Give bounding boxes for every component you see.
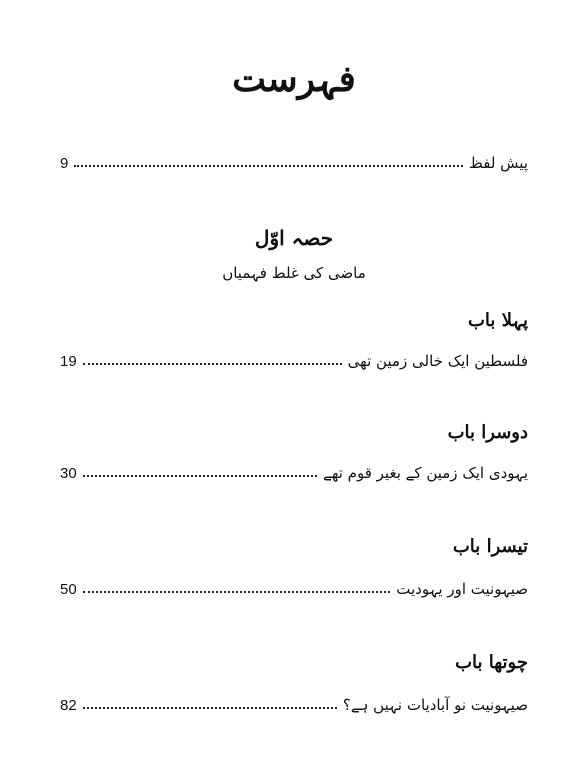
chapter-heading-1: پہلا باب — [467, 310, 528, 331]
part-heading: حصہ اوّل — [254, 226, 334, 250]
toc-entry-chapter-3[interactable] — [60, 572, 528, 598]
toc-page-number: 30 — [60, 465, 77, 482]
toc-page-number: 50 — [60, 581, 77, 598]
toc-entry-label: صیہونیت نو آبادیات نہیں ہے؟ — [342, 696, 528, 714]
toc-entry-chapter-1[interactable] — [60, 344, 528, 370]
toc-page-number: 82 — [60, 697, 77, 714]
toc-entry-preface[interactable] — [60, 146, 528, 172]
chapter-heading-2: دوسرا باب — [447, 422, 528, 443]
toc-page-number: 19 — [60, 353, 77, 370]
part-subtitle: ماضی کی غلط فہمیاں — [222, 264, 366, 282]
toc-entry-chapter-2[interactable] — [60, 456, 528, 482]
toc-entry-label: پیش لفظ — [469, 154, 528, 172]
toc-page-number: 9 — [60, 155, 69, 172]
dot-leader — [83, 363, 342, 365]
dot-leader — [83, 591, 391, 593]
page-title: فہرست — [232, 58, 356, 100]
toc-entry-label: یہودی ایک زمین کے بغیر قوم تھے — [323, 464, 528, 482]
chapter-heading-4: چوتھا باب — [455, 652, 528, 673]
toc-entry-chapter-4[interactable] — [60, 688, 528, 714]
dot-leader — [83, 475, 317, 477]
dot-leader — [83, 707, 337, 709]
toc-entry-label: فلسطین ایک خالی زمین تھی — [347, 352, 528, 370]
toc-entry-label: صیہونیت اور یہودیت — [396, 580, 528, 598]
dot-leader — [74, 165, 463, 167]
chapter-heading-3: تیسرا باب — [452, 536, 528, 557]
